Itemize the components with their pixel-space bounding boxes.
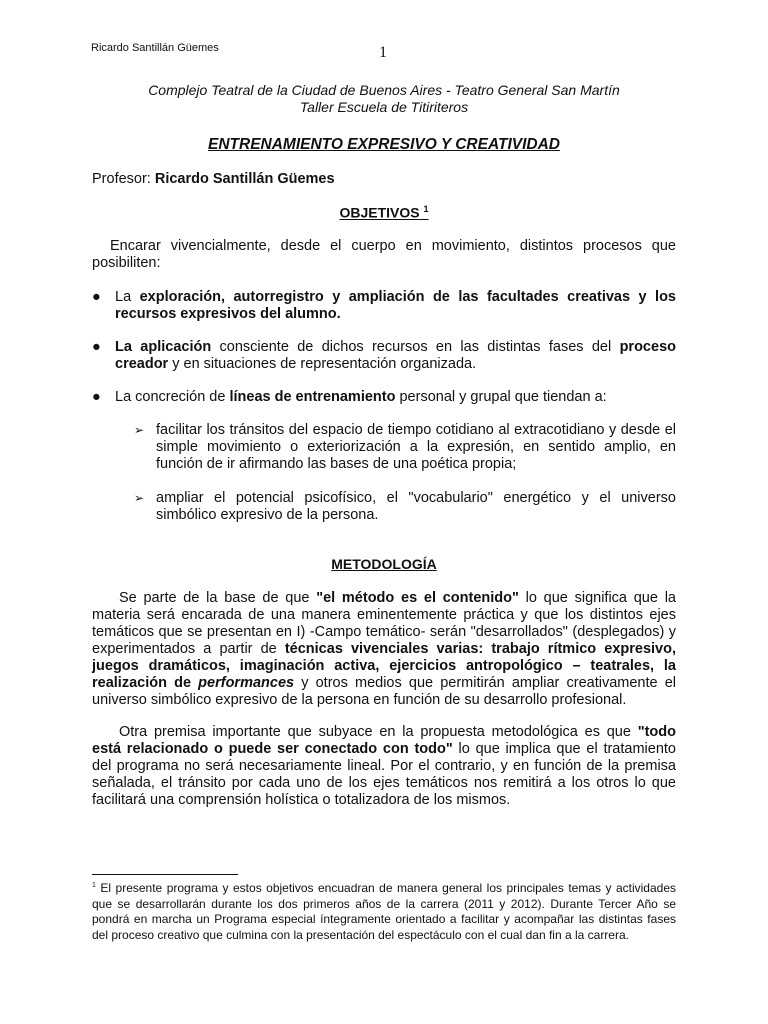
m1-pre: Se parte de la base de que [119, 590, 317, 606]
sub-item-2 [134, 490, 676, 524]
objectives-heading [92, 204, 676, 221]
m1-bold-italic: performances [198, 675, 295, 691]
arrow-bullet-icon: ➢ [134, 423, 145, 437]
m2-pre: Otra premisa importante que subyace en la propuesta metodológica es que [119, 724, 638, 740]
bullet-3-bold: líneas de entrenamiento [229, 389, 396, 405]
footnote-mark: 1 [92, 882, 96, 889]
sub-item-1 [134, 422, 676, 473]
objective-bullet-1 [92, 289, 676, 323]
bullet-icon: ● [92, 389, 101, 405]
bullet-2-mid: consciente de dichos recursos en las distintas fases del [211, 339, 620, 355]
header-author: Ricardo Santillán Güemes [91, 42, 219, 54]
m1-bold-1: "el método es el contenido" [316, 590, 519, 606]
institution-line-2: Taller Escuela de Titiriteros [299, 99, 469, 115]
m2-bold: "todo está relacionado o puede ser conectado con todo" [92, 724, 676, 757]
m1-mid: lo que significa que la materia será encarada de una manera eminentemente práctica y que los distintos ejes temáticos que se presentan en I) -Campo temático- serán "desarrollados" (desplegados) y experimentados a partir de [92, 590, 676, 657]
bullet-2-post: y en situaciones de representación organizada. [168, 356, 477, 372]
methodology-heading: METODOLOGÍA [331, 556, 437, 572]
objective-bullet-2 [92, 339, 676, 373]
m2-post: lo que implica que el tratamiento del programa no será necesariamente lineal. Por el contrario, y en función de la premisa señalada, el tránsito por cada uno de los ejes temáticos nos remitirá a los otros lo que facilitará una comprensión holística o totalizadora de los mismos. [92, 741, 676, 808]
bullet-3-post: personal y grupal que tiendan a: [395, 389, 607, 405]
bullet-1-bold: exploración, autorregistro y ampliación de las facultades creativas y los recursos expresivos del alumno. [115, 289, 676, 322]
sub-item-2-text: ampliar el potencial psicofísico, el "vocabulario" energético y el universo simbólico expresivo de la persona. [156, 490, 676, 523]
document-title: ENTRENAMIENTO EXPRESIVO Y CREATIVIDAD [208, 136, 560, 153]
bullet-1-pre: La [115, 289, 140, 305]
sub-item-1-text: facilitar los tránsitos del espacio de tiempo cotidiano al extracotidiano y desde el simple movimiento o exteriorización a la expresión, en sentido amplio, en función de ir afirmando las bases de una poética propia; [156, 422, 676, 472]
footnote-reference: 1 [423, 204, 429, 214]
objective-bullet-3 [92, 389, 676, 406]
footnote-text: El presente programa y estos objetivos encuadran de manera general los principales temas y actividades que se desarrollarán durante los dos primeros años de la carrera (2011 y 2012). Durante Tercer Año se pondrá en marcha un Programa especial íntegramente orientado a facilitar y acompañar las distintas fases del proceso creativo que culmina con la presentación del espectáculo con el cual dan fin a la carrera. [92, 881, 676, 942]
professor-line [92, 171, 335, 187]
objectives-heading-text: OBJETIVOS [339, 204, 420, 221]
arrow-bullet-icon: ➢ [134, 491, 145, 505]
professor-name: Ricardo Santillán Güemes [154, 171, 335, 187]
bullet-icon: ● [92, 339, 101, 355]
institution-line-1: Complejo Teatral de la Ciudad de Buenos Aires - Teatro General San Martín [148, 82, 620, 98]
m1-bold-2: técnicas vivenciales varias: trabajo rítmico expresivo, juegos dramáticos, imaginación activa, ejercicios antropológico – teatrales, la realización de [92, 641, 677, 691]
bullet-icon: ● [92, 289, 101, 305]
page-number: 1 [379, 44, 387, 61]
bullet-2-bold-1: La aplicación [115, 339, 212, 355]
professor-label: Profesor: [92, 171, 155, 187]
bullet-2-bold-2: proceso creador [115, 339, 676, 372]
methodology-paragraph-2 [92, 724, 676, 809]
objectives-intro: Encarar vivencialmente, desde el cuerpo en movimiento, distintos procesos que posibiliten: [92, 238, 676, 271]
footnote-separator [92, 874, 238, 875]
methodology-paragraph-1 [92, 590, 676, 709]
m1-post: y otros medios que permitirán ampliar creativamente el universo simbólico expresivo de la persona en función de su desarrollo profesional. [92, 675, 677, 708]
institution-heading [92, 82, 676, 116]
footnote [92, 878, 676, 943]
bullet-3-pre: La concreción de [115, 389, 230, 405]
